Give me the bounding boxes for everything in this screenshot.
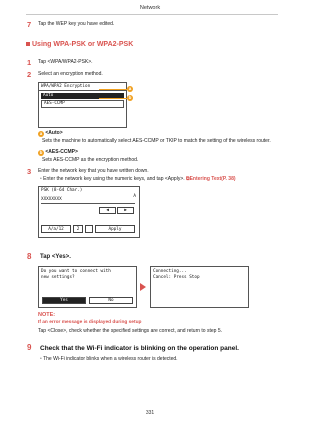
entering-text-link-label: Entering Text(P. 38) (189, 176, 236, 182)
note-subheading: If an error message is displayed during setup (38, 320, 142, 325)
step-9-title: Check that the Wi-Fi indicator is blinking on the operation panel. (40, 345, 239, 352)
step-7-text: Tap the WEP key you have edited. (38, 21, 115, 27)
step-3-number: 3 (27, 167, 32, 176)
step-9-number: 9 (27, 343, 32, 352)
psk-input-field[interactable]: XXXXXXXX (41, 197, 135, 204)
auto-label: <Auto> (45, 130, 63, 136)
step-3-bullet (40, 176, 290, 182)
yes-button[interactable]: Yes (42, 297, 86, 304)
entering-text-link[interactable]: ⧉Entering Text(P. 38) (186, 176, 236, 182)
backspace-button[interactable] (85, 225, 93, 233)
step-1-number: 1 (27, 58, 32, 67)
note-heading: NOTE: (38, 312, 56, 318)
step-3-text: Enter the network key that you have written down. (38, 168, 149, 174)
step-2-text: Select an encryption method. (38, 71, 103, 77)
confirm-screen (38, 266, 137, 308)
cursor-right-button[interactable]: ▶ (117, 207, 134, 214)
step-1-text: Tap <WPA/WPA2-PSK>. (38, 59, 93, 65)
page-header: Network (139, 5, 161, 11)
step-2-number: 2 (27, 70, 32, 79)
encryption-screen-title: WPA/WPA2 Encryption (39, 83, 126, 91)
confirm-line-2: new settings? (41, 275, 75, 280)
psk-screen (38, 186, 140, 238)
auto-desc-text: Sets the machine to automatically select AES-CCMP or TKIP to match the setting of the wireless router. (42, 138, 271, 144)
aes-callout-icon: b (39, 150, 43, 155)
page-number: 331 (145, 410, 155, 416)
step-9-bullet-text: The Wi-Fi indicator blinks when a wireless router is detected. (43, 356, 178, 362)
bullet-dot-icon: • (40, 356, 42, 362)
cursor-left-button[interactable]: ◀ (99, 207, 116, 214)
auto-desc-label (38, 130, 63, 137)
step-9-bullet (40, 356, 290, 362)
note-text: Tap <Close>, check whether the specified settings are correct, and return to step 5. (38, 328, 222, 334)
connecting-line-2: Cancel: Press Stop (153, 275, 200, 280)
callout-b-icon: b (128, 95, 132, 100)
step-8-text: Tap <Yes>. (40, 254, 71, 260)
step-8-number: 8 (27, 252, 32, 261)
callout-a-icon: a (128, 86, 132, 91)
step-7-number: 7 (27, 20, 32, 29)
step-3-bullet-text: Enter the network key using the numeric keys, and tap <Apply>. (43, 176, 185, 182)
section-title-text: Using WPA-PSK or WPA2-PSK (32, 41, 134, 48)
input-mode-indicator: A (133, 194, 136, 199)
connecting-line-1: Connecting... (153, 269, 187, 274)
apply-button[interactable]: Apply (95, 225, 135, 233)
auto-option[interactable]: Auto (41, 93, 124, 99)
key-2-button[interactable]: 2 (73, 225, 83, 233)
aes-ccmp-option[interactable]: AES-CCMP (41, 100, 124, 108)
callout-b-leader (99, 98, 127, 99)
no-button[interactable]: No (89, 297, 133, 304)
section-marker-icon (26, 42, 30, 46)
callout-a-leader (99, 89, 127, 90)
psk-screen-title: PSK (8-64 Char.) (41, 188, 83, 193)
next-arrow-icon (140, 283, 146, 291)
confirm-line-1: Do you want to connect with (41, 269, 111, 274)
auto-callout-icon: a (39, 131, 43, 136)
connecting-screen (150, 266, 249, 308)
aes-desc-text: Sets AES-CCMP as the encryption method. (42, 157, 139, 163)
bullet-dot-icon: • (40, 176, 42, 182)
aes-label: <AES-CCMP> (45, 149, 78, 155)
aes-desc-label (38, 149, 78, 156)
header-divider (26, 14, 278, 15)
section-title (26, 41, 133, 48)
input-mode-button[interactable]: A/a/12 (41, 225, 71, 233)
